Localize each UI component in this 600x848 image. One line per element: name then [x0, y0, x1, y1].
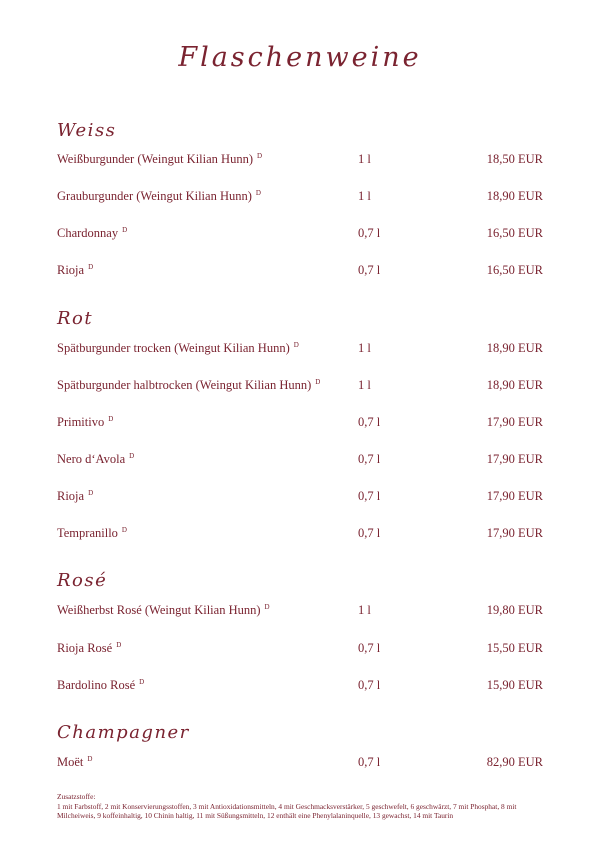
- wine-price: 18,50 EUR: [486, 152, 543, 166]
- wine-name: [57, 152, 262, 167]
- wine-volume: 0,7 l: [358, 226, 381, 240]
- wine-row: [0, 263, 600, 279]
- section-title: Champagner: [57, 722, 190, 743]
- wine-name-text: Moët: [57, 755, 84, 769]
- wine-volume: 1 l: [358, 189, 371, 203]
- wine-name-text: Rioja Rosé: [57, 641, 113, 655]
- wine-name: [57, 678, 144, 693]
- wine-price: 17,90 EUR: [486, 526, 543, 540]
- wine-name: [57, 489, 93, 504]
- wine-name-text: Primitivo: [57, 415, 105, 429]
- wine-price: 15,50 EUR: [486, 641, 543, 655]
- wine-volume: 1 l: [358, 341, 371, 355]
- wine-name-text: Rioja: [57, 263, 85, 277]
- wine-price: 15,90 EUR: [486, 678, 543, 692]
- wine-volume: 0,7 l: [358, 641, 381, 655]
- wine-name-text: Weißburgunder (Weingut Kilian Hunn): [57, 152, 253, 166]
- wine-price: 16,50 EUR: [486, 226, 543, 240]
- wine-name: [57, 415, 113, 430]
- wine-price: 18,90 EUR: [486, 189, 543, 203]
- wine-name-text: Chardonnay: [57, 226, 119, 240]
- wine-price: 19,80 EUR: [486, 603, 543, 617]
- wine-volume: 0,7 l: [358, 678, 381, 692]
- wine-volume: 0,7 l: [358, 755, 381, 769]
- wine-name: [57, 755, 92, 770]
- additive-mark: D: [315, 378, 321, 386]
- wine-volume: 1 l: [358, 378, 371, 392]
- additive-mark: D: [264, 603, 270, 611]
- wine-price: 17,90 EUR: [486, 415, 543, 429]
- wine-row: [0, 226, 600, 242]
- wine-name-text: Spätburgunder halbtrocken (Weingut Kilian Hunn): [57, 378, 312, 392]
- wine-name: [57, 263, 93, 278]
- wine-price: 18,90 EUR: [486, 341, 543, 355]
- additive-mark: D: [255, 189, 261, 197]
- footnote-text: 1 mit Farbstoff, 2 mit Konservierungsstoffen, 3 mit Antioxidationsmitteln, 4 mit Geschmacksverstärker, 5 geschwefelt, 6 geschwärzt, 7 mit Phosphat, 8 mit Milcheiweis, 9 koffeinhaltig, 10 Chinin haltig, 11 mit Süßungsmitteln, 12 enthält eine Phenylalaninquelle, 13 gewachst, 14 mit Taurin: [57, 801, 517, 820]
- wine-name: [57, 452, 134, 467]
- wine-name-text: Grauburgunder (Weingut Kilian Hunn): [57, 189, 252, 203]
- wine-row: [0, 755, 600, 771]
- wine-volume: 0,7 l: [358, 489, 381, 503]
- wine-name: [57, 226, 127, 241]
- wine-name-text: Weißherbst Rosé (Weingut Kilian Hunn): [57, 603, 261, 617]
- wine-volume: 1 l: [358, 152, 371, 166]
- wine-name: [57, 378, 320, 393]
- wine-name-text: Bardolino Rosé: [57, 678, 136, 692]
- wine-name: [57, 641, 121, 656]
- wine-row: [0, 641, 600, 657]
- wine-volume: 1 l: [358, 603, 371, 617]
- wine-volume: 0,7 l: [358, 452, 381, 466]
- additives-footnote: [57, 792, 547, 821]
- wine-price: 16,50 EUR: [486, 263, 543, 277]
- wine-row: [0, 603, 600, 619]
- additive-mark: D: [88, 489, 94, 497]
- wine-name-text: Rioja: [57, 489, 85, 503]
- wine-row: [0, 152, 600, 168]
- wine-price: 17,90 EUR: [486, 452, 543, 466]
- wine-row: [0, 489, 600, 505]
- wine-name: [57, 341, 299, 356]
- wine-row: [0, 678, 600, 694]
- wine-row: [0, 378, 600, 394]
- wine-name: [57, 603, 270, 618]
- wine-volume: 0,7 l: [358, 526, 381, 540]
- section-title: Weiss: [57, 120, 117, 141]
- wine-name-text: Spätburgunder trocken (Weingut Kilian Hunn): [57, 341, 290, 355]
- section-title: Rot: [57, 308, 94, 329]
- wine-name-text: Nero d‘Avola: [57, 452, 126, 466]
- wine-row: [0, 341, 600, 357]
- section-title: Rosé: [57, 570, 108, 591]
- additive-mark: D: [108, 415, 114, 423]
- wine-volume: 0,7 l: [358, 415, 381, 429]
- additive-mark: D: [293, 341, 299, 349]
- wine-name-text: Tempranillo: [57, 526, 118, 540]
- page-title: Flaschenweine: [178, 42, 422, 73]
- additive-mark: D: [88, 263, 94, 271]
- additive-mark: D: [122, 226, 128, 234]
- additive-mark: D: [116, 641, 122, 649]
- wine-price: 82,90 EUR: [486, 755, 543, 769]
- additive-mark: D: [256, 152, 263, 160]
- wine-row: [0, 452, 600, 468]
- wine-row: [0, 189, 600, 205]
- wine-name: [57, 189, 261, 204]
- wine-volume: 0,7 l: [358, 263, 381, 277]
- additive-mark: D: [139, 678, 145, 686]
- additive-mark: D: [129, 452, 135, 460]
- wine-row: [0, 526, 600, 542]
- wine-price: 18,90 EUR: [486, 378, 543, 392]
- wine-row: [0, 415, 600, 431]
- additive-mark: D: [121, 526, 127, 534]
- wine-name: [57, 526, 127, 541]
- additive-mark: D: [87, 755, 93, 763]
- footnote-heading: Zusatzstoffe:: [57, 792, 96, 801]
- wine-price: 17,90 EUR: [486, 489, 543, 503]
